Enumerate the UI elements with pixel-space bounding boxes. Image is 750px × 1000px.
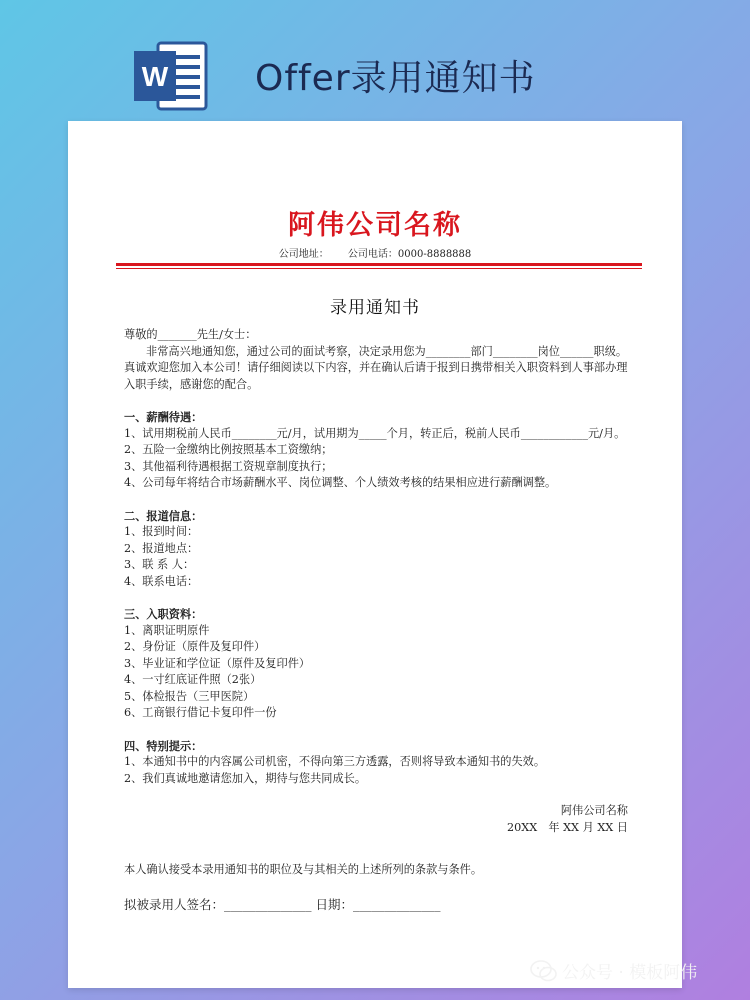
confirmation-statement: 本人确认接受本录用通知书的职位及与其相关的上述所列的条款与条件。 (124, 863, 483, 876)
page-title: Offer录用通知书 (255, 58, 536, 99)
list-item: 2、报道地点： (124, 541, 199, 555)
sign-date: 20XX 年 XX 月 XX 日 (507, 820, 628, 834)
list-item: 4、联系电话： (124, 574, 199, 588)
section-heading: 四、特别提示： (124, 738, 203, 753)
list-item: 3、其他福利待遇根据工资规章制度执行； (124, 459, 333, 473)
red-divider-thick (116, 263, 642, 266)
phone-label: 公司电话：0000-8888888 (347, 249, 472, 260)
list-item: 6、工商银行借记卡复印件一份 (124, 706, 277, 719)
section-heading: 三、入职资料： (124, 607, 203, 621)
list-item: 2、身份证（原件及复印件） (124, 640, 266, 653)
list-item: 3、联 系 人： (124, 558, 195, 571)
list-item: 3、毕业证和学位证（原件及复印件） (124, 656, 311, 670)
list-item: 1、离职证明原件 (124, 623, 210, 637)
list-item: 5、体检报告（三甲医院） (124, 689, 255, 703)
document-page (68, 121, 682, 988)
list-item: 1、报到时间： (124, 525, 199, 538)
intro-paragraph: 非常高兴地通知您，通过公司的面试考察，决定录用您为________部门________岗位______职级。真诚欢迎您加入本公司！请仔细阅读以下内容，并在确认后请于报到日携带相关入职资料到人事部办理入职手续，感谢您的配合。 (124, 344, 628, 391)
address-label: 公司地址： (278, 249, 329, 260)
letter-body (124, 327, 634, 913)
signature-line: 拟被录用人签名：______________ 日期：______________ (124, 896, 441, 912)
watermark (530, 958, 697, 983)
list-item: 2、五险一金缴纳比例按照基本工资缴纳； (124, 443, 333, 456)
word-icon-letter: W (141, 61, 169, 92)
word-document-icon (132, 39, 210, 113)
list-item: 4、一寸红底证件照（2张） (124, 673, 262, 686)
list-item: 1、本通知书中的内容属公司机密，不得向第三方透露，否则将导致本通知书的失效。 (124, 755, 546, 768)
section-heading: 一、薪酬待遇： (124, 410, 203, 424)
sign-block (124, 803, 634, 836)
section-special-notes (124, 738, 634, 788)
wechat-icon (530, 960, 558, 982)
red-divider-thin (116, 268, 642, 269)
watermark-text: 公众号 · 模板阿伟 (562, 963, 698, 983)
section-onboarding-docs (124, 606, 634, 722)
greeting: 尊敬的_______先生/女士： (124, 328, 257, 341)
letter-title: 录用通知书 (330, 298, 420, 318)
section-report-info (124, 508, 634, 591)
list-item: 1、试用期税前人民币________元/月，试用期为_____个月，转正后，税前人民币____________元/月。 (124, 426, 626, 440)
section-salary (124, 409, 634, 492)
header-bar (0, 0, 750, 120)
contact-line (68, 245, 682, 260)
list-item: 4、公司每年将结合市场薪酬水平、岗位调整、个人绩效考核的结果相应进行薪酬调整。 (124, 476, 557, 489)
list-item: 2、我们真诚地邀请您加入，期待与您共同成长。 (124, 771, 367, 785)
sign-company: 阿伟公司名称 (560, 804, 628, 817)
section-heading: 二、报道信息： (124, 508, 203, 523)
company-name: 阿伟公司名称 (288, 210, 462, 241)
